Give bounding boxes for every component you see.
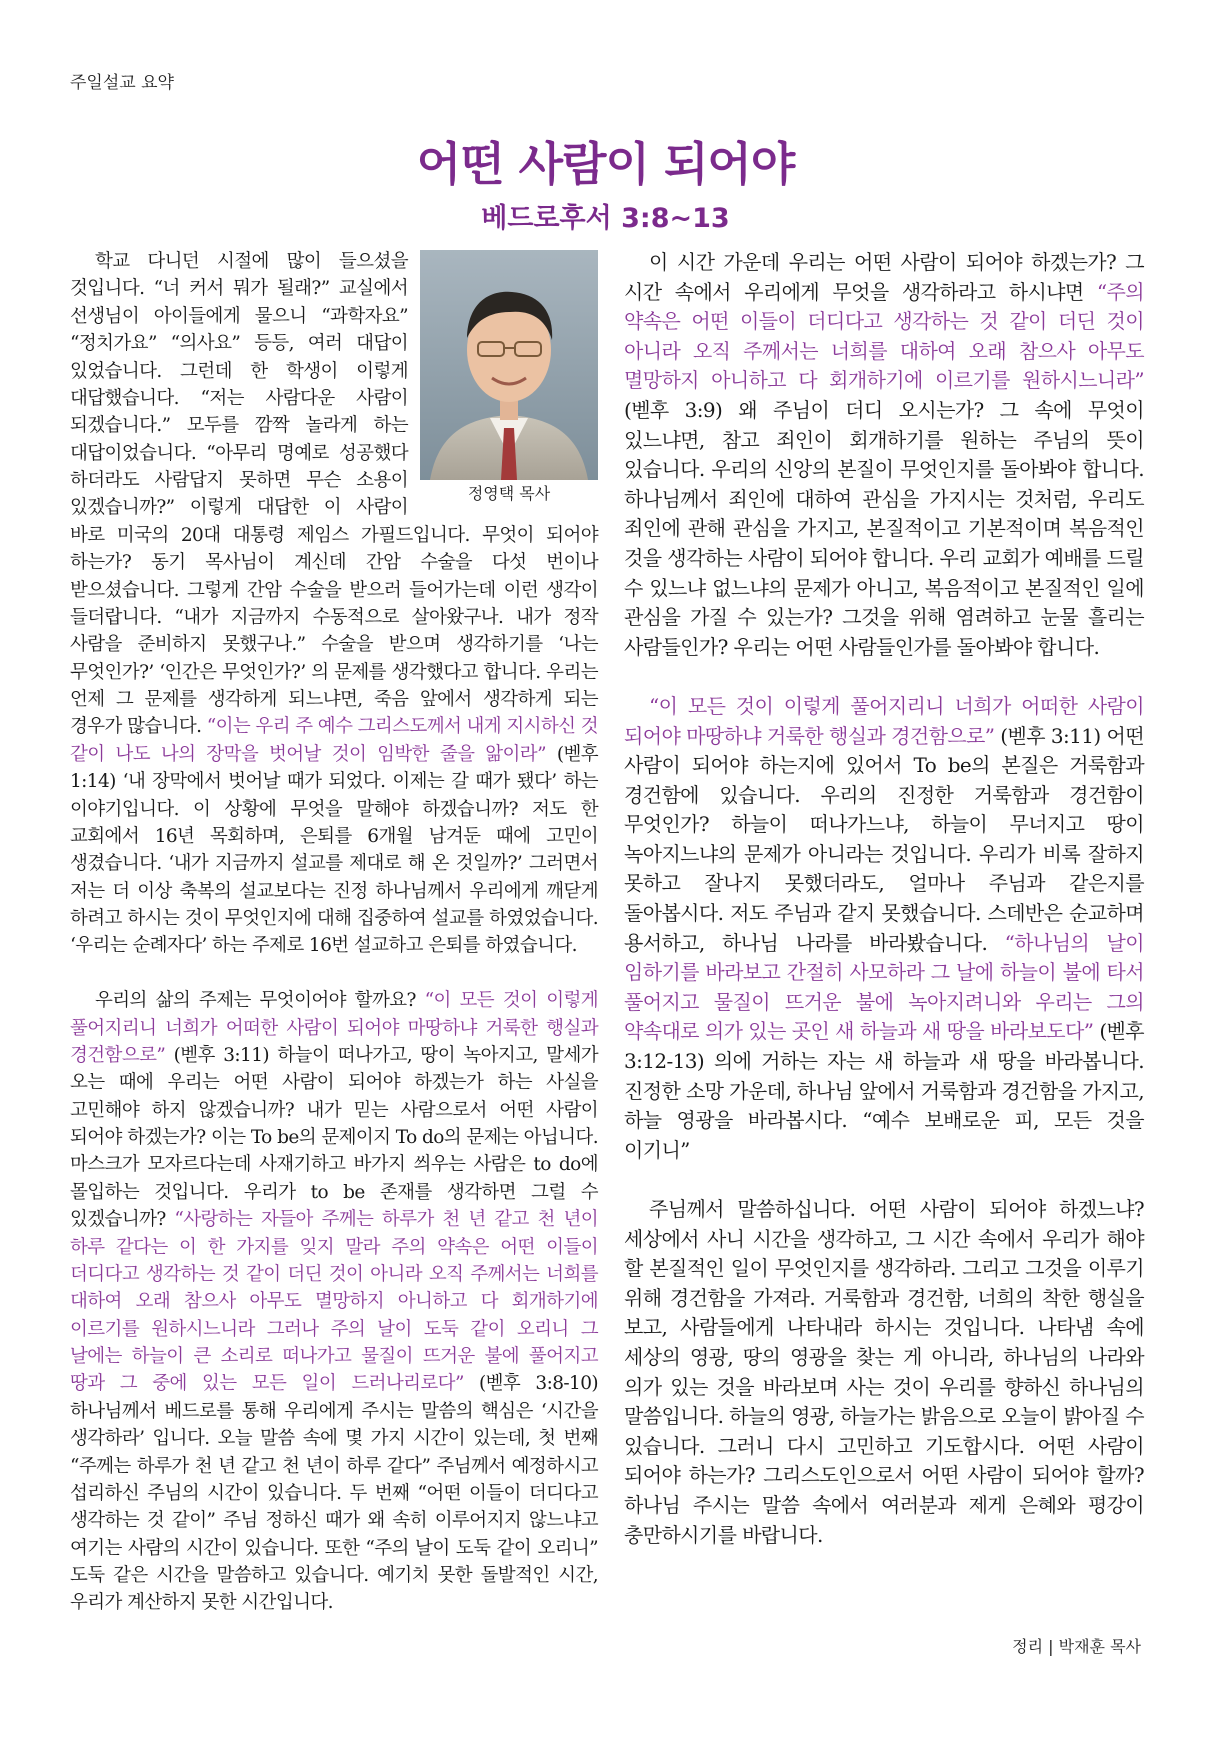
right-column xyxy=(624,248,1144,1550)
body-text: 우리의 삶의 주제는 무엇이어야 할까요? xyxy=(95,990,425,1012)
body-text: 주님께서 말씀하십니다. 어떤 사람이 되어야 하겠느냐? 세상에서 사니 시간을 생각하고, 그 시간 속에서 우리가 해야 할 본질적인 일이 무엇인지를 생각하라. 그리고 그것을 이루기 위해 경건함을 가져라. 거룩함과 경건함, 너희의 착한 행실을 보고, 사람들에게 나타내라 하시는 것입니다. 나타냄 속에 세상의 영광, 땅의 영광을 찾는 게 아니라, 하나님의 나라와 의가 있는 것을 바라보며 사는 것이 우리를 향하신 하나님의 말씀입니다. 하늘의 영광, 하늘가는 밝음으로 오늘이 밝아질 수 있습니다. 그러니 다시 고민하고 기도합시다. 어떤 사람이 되어야 하는가? 그리스도인으로서 어떤 사람이 되어야 할까? 하나님 주시는 말씀 속에서 여러분과 제게 은혜와 평강이 충만하시기를 바랍니다. xyxy=(624,1197,1144,1547)
scripture-quote: “이 모든 것이 이렇게 풀어지리니 너희가 어떠한 사람이 되어야 마땅하냐 거룩한 행실과 경건함으로” xyxy=(70,990,599,1066)
paragraph-2 xyxy=(70,987,598,1617)
left-column xyxy=(70,248,598,1617)
section-label: 주일설교 요약 xyxy=(70,73,174,93)
pastor-photo xyxy=(420,250,598,480)
scripture-quote: “사랑하는 자들아 주께는 하루가 천 년 같고 천 년이 하루 같다는 이 한 가지를 잊지 말라 주의 약속은 어떤 이들이 더디다고 생각하는 것 같이 더딘 것이 아니라 오직 주께서는 너희를 대하여 오래 참으사 아무도 멸망하지 아니하고 다 회개하기에 이르기를 원하시느니라 그러나 주의 날이 도둑 같이 오리니 그 날에는 하늘이 큰 소리로 떠나가고 물질이 뜨거운 불에 풀어지고 땅과 그 중에 있는 모든 일이 드러나리로다” xyxy=(70,1209,598,1395)
body-text: (벧후 3:12-13) 의에 거하는 자는 새 하늘과 새 땅을 바라봅니다. 진정한 소망 가운데, 하나님 앞에서 거룩함과 경건함을 가지고, 하늘 영광을 바라봅시다. “예수 보배로운 피, 모든 것을 이기니” xyxy=(624,1019,1144,1162)
editor-credit: 정리 | 박재훈 목사 xyxy=(1012,1637,1141,1656)
pastor-photo-block xyxy=(420,250,598,506)
scripture-quote: “이는 우리 주 예수 그리스도께서 내게 지시하신 것 같이 나도 나의 장막을 벗어날 것이 임박한 줄을 앎이라” xyxy=(70,716,598,765)
scripture-quote: “이 모든 것이 이렇게 풀어지리니 너희가 어떠한 사람이 되어야 마땅하냐 거룩한 행실과 경건함으로” xyxy=(624,693,1144,748)
pastor-caption: 정영택 목사 xyxy=(467,484,551,503)
body-text: 이 시간 가운데 우리는 어떤 사람이 되어야 하겠는가? 그 시간 속에서 우리에게 무엇을 생각하라고 하시냐면 xyxy=(624,250,1144,304)
body-text: (벧후 3:11) 하늘이 떠나가고, 땅이 녹아지고, 말세가 오는 때에 우리는 어떤 사람이 되어야 하겠는가 하는 사실을 고민해야 하지 않겠습니까? 내가 믿는 사람으로서 어떤 사람이 되어야 하겠는가? 이는 To be의 문제이지 To do의 문제는 아닙니다. 마스크가 모자르다는데 사재기하고 바가지 씌우는 사람은 to do에 몰입하는 것입니다. 우리가 to be 존재를 생각하면 그럴 수 있겠습니까? xyxy=(70,1044,598,1231)
scripture-reference: 베드로후서 3:8~13 xyxy=(481,203,730,234)
body-text: (벧후 3:8-10) 하나님께서 베드로를 통해 우리에게 주시는 말씀의 핵심은 ‘시간을 생각하라’ 입니다. 오늘 말씀 속에 몇 가지 시간이 있는데, 첫 번째 “주께는 하루가 천 년 같고 천 년이 하루 같다” 주님께서 예정하시고 섭리하신 주님의 시간이 있습니다. 두 번째 “어떤 이들이 더디다고 생각하는 것 같이” 주님 정하신 때가 왜 속히 이루어지지 않느냐고 여기는 사람의 시간이 있습니다. 또한 “주의 날이 도둑 같이 오리니” 도둑 같은 시간을 말씀하고 있습니다. 예기치 못한 돌발적인 시간, 우리가 계산하지 못한 시간입니다. xyxy=(70,1373,598,1614)
scripture-quote: “주의 약속은 어떤 이들이 더디다고 생각하는 것 같이 더딘 것이 아니라 오직 주께서는 너희를 대하여 오래 참으사 아무도 멸망하지 아니하고 다 회개하기에 이르기를 원하시느니라” xyxy=(624,279,1144,393)
body-text: 학교 다니던 시절에 많이 들으셨을 것입니다. “너 커서 뭐가 될래?” 교실에서 선생님이 아이들에게 물으니 “과학자요” “정치가요” “의사요” 등등, 여러 대답이 있었습니다. 그런데 한 학생이 이렇게 대답했습니다. “저는 사람다운 사람이 되겠습니다.” 모두를 깜짝 놀라게 하는 대답이었습니다. “아무리 명예로 성공했다 하더라도 사람답지 못하면 무슨 소용이 있겠습니까?” 이렇게 대답한 이 사람이 바로 미국의 20대 대통령 제임스 가필드입니다. 무엇이 되어야 하는가? 동기 목사님이 계신데 간암 수술을 다섯 번이나 받으셨습니다. 그렇게 간암 수술을 받으러 들어가는데 이런 생각이 들더랍니다. “내가 지금까지 수동적으로 살아왔구나. 내가 정작 사람을 준비하지 못했구나.” 수술을 받으며 생각하기를 ‘나는 무엇인가?’ ‘인간은 무엇인가?’ 의 문제를 생각했다고 합니다. 우리는 언제 그 문제를 생각하게 되느냐면, 죽음 앞에서 생각하게 되는 경우가 많습니다. xyxy=(70,251,598,738)
paragraph-4 xyxy=(624,692,1144,1166)
body-text: (벧후 1:14) ‘내 장막에서 벗어날 때가 되었다. 이제는 갈 때가 됐다’ 하는 이야기입니다. 이 상황에 무엇을 말해야 하겠습니까? 저도 한 교회에서 16년 목회하며, 은퇴를 6개월 남겨둔 때에 고민이 생겼습니다. ‘내가 지금까지 설교를 제대로 해 온 것일까?’ 그러면서 저는 더 이상 축복의 설교보다는 진정 하나님께서 우리에게 깨닫게 하려고 하시는 것이 무엇인지에 대해 집중하여 설교를 하였었습니다. ‘우리는 순례자다’ 하는 주제로 16번 설교하고 은퇴를 하였습니다. xyxy=(70,743,598,957)
paragraph-3 xyxy=(624,248,1144,662)
body-text: (벧후 3:9) 왜 주님이 더디 오시는가? 그 속에 무엇이 있느냐면, 참고 죄인이 회개하기를 원하는 주님의 뜻이 있습니다. 우리의 신앙의 본질이 무엇인지를 돌아봐야 합니다. 하나님께서 죄인에 대하여 관심을 가지시는 것처럼, 우리도 죄인에 관해 관심을 가지고, 본질적이고 기본적이며 복음적인 것을 생각하는 사람이 되어야 합니다. 우리 교회가 예배를 드릴 수 있느냐 없느냐의 문제가 아니고, 복음적이고 본질적인 일에 관심을 가질 수 있는가? 그것을 위해 염려하고 눈물 흘리는 사람들인가? 우리는 어떤 사람들인가를 돌아봐야 합니다. xyxy=(624,397,1144,659)
body-text: (벧후 3:11) 어떤 사람이 되어야 하는지에 있어서 To be의 본질은 거룩함과 경건함에 있습니다. 우리의 진정한 거룩함과 경건함이 무엇인가? 하늘이 떠나가느냐, 하늘이 무너지고 땅이 녹아지느냐의 문제가 아니라는 것입니다. 우리가 비록 잘하지 못하고 잘나지 못했더라도, 얼마나 주님과 같은지를 돌아봅시다. 저도 주님과 같지 못했습니다. 스데반은 순교하며 용서하고, 하나님 나라를 바라봤습니다. xyxy=(624,723,1144,955)
paragraph-5 xyxy=(624,1195,1144,1550)
page-title: 어떤 사람이 되어야 xyxy=(416,137,795,191)
scripture-quote: “하나님의 날이 임하기를 바라보고 간절히 사모하라 그 날에 하늘이 불에 타서 풀어지고 물질이 뜨거운 불에 녹아지려니와 우리는 그의 약속대로 의가 있는 곳인 새 하늘과 새 땅을 바라보도다” xyxy=(624,930,1144,1044)
